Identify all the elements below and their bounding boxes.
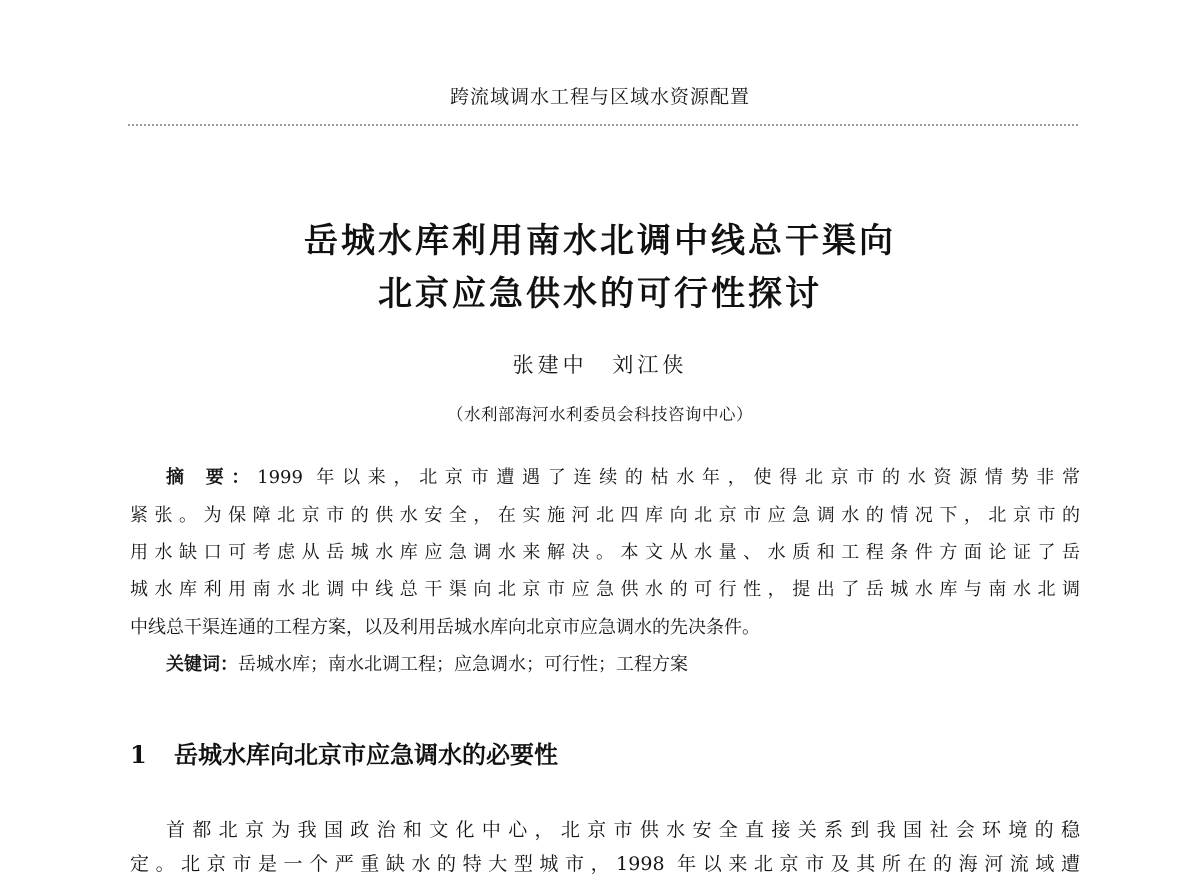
section-heading (130, 735, 558, 770)
paper-title-line-1: 岳城水库利用南水北调中线总干渠向 (304, 221, 896, 261)
affiliation: （水利部海河水利委员会科技咨询中心） (447, 405, 753, 424)
abstract-line-4: 城水库利用南水北调中线总干渠向北京市应急供水的可行性，提出了岳城水库与南水北调 (130, 579, 1080, 600)
keywords-text: 岳城水库；南水北调工程；应急调水；可行性；工程方案 (238, 654, 688, 675)
paper-title-line-2: 北京应急供水的可行性探讨 (378, 274, 822, 314)
authors: 张建中 刘江侠 (512, 353, 688, 377)
section-number: 1 (130, 740, 147, 769)
abstract-line-2: 紧张。为保障北京市的供水安全，在实施河北四库向北京市应急调水的情况下，北京市的 (130, 505, 1080, 526)
running-head-rule (128, 124, 1078, 126)
body-paragraph-line-1: 首都北京为我国政治和文化中心，北京市供水安全直接关系到我国社会环境的稳 (166, 819, 1080, 841)
keywords-label: 关键词： (166, 654, 238, 675)
keywords-line (166, 650, 1080, 680)
abstract-line-5: 中线总干渠连通的工程方案，以及利用岳城水库向北京市应急调水的先决条件。 (130, 617, 760, 638)
section-title: 岳城水库向北京市应急调水的必要性 (174, 740, 558, 769)
running-head: 跨流域调水工程与区域水资源配置 (449, 86, 750, 108)
body-paragraph-line-2: 定。北京市是一个严重缺水的特大型城市，1998 年以来北京市及其所在的海河流域遭 (130, 853, 1080, 875)
abstract-line-3: 用水缺口可考虑从岳城水库应急调水来解决。本文从水量、水质和工程条件方面论证了岳 (130, 542, 1080, 563)
abstract-line-1 (166, 463, 1080, 493)
abstract-label: 摘 要： (166, 467, 258, 488)
abstract-text: 1999 年以来，北京市遭遇了连续的枯水年，使得北京市的水资源情势非常 (257, 467, 1080, 488)
